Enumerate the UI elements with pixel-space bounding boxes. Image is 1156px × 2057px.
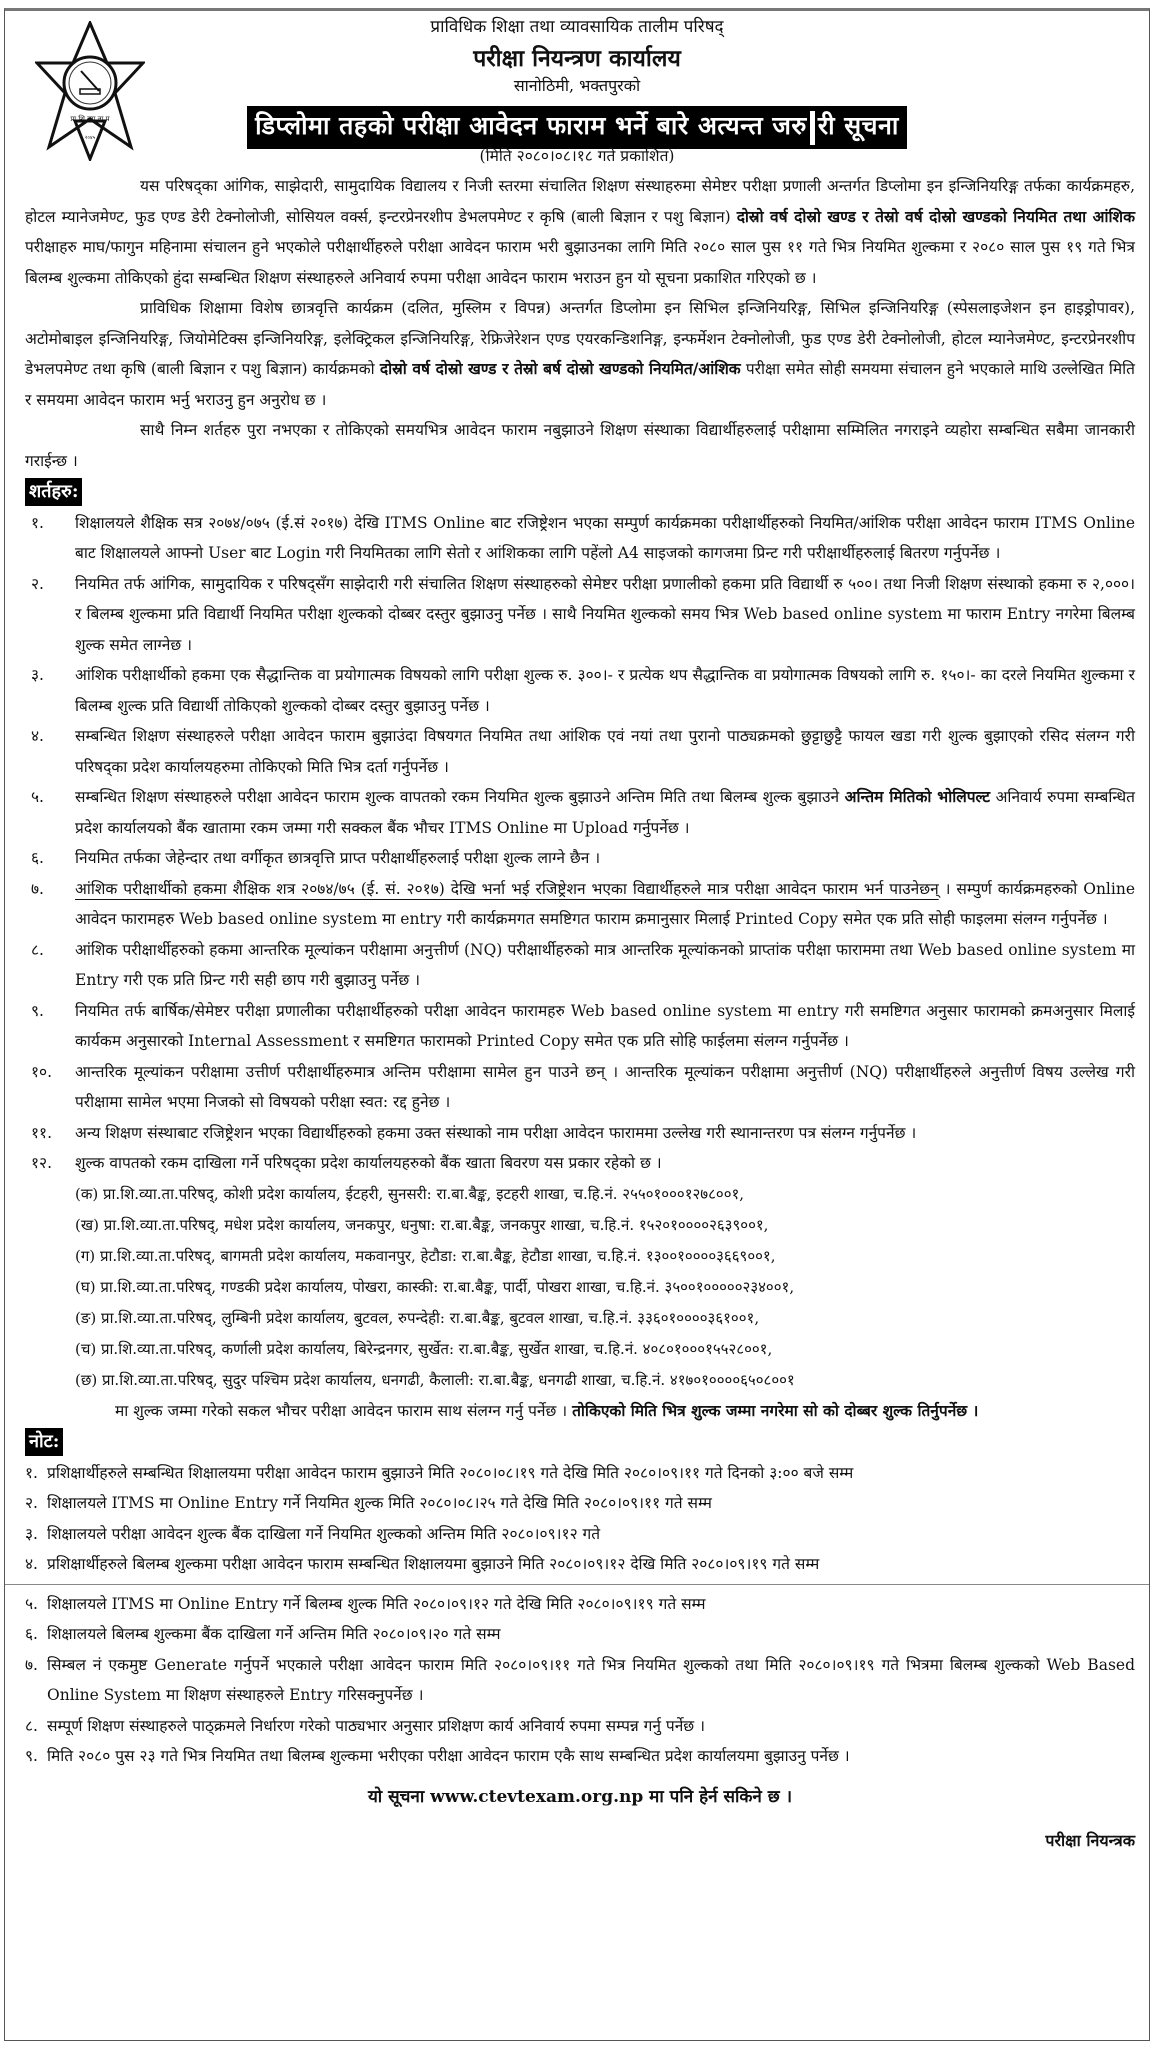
item-text: नियमित तर्फका जेहेन्दार तथा वर्गीकृत छात्रवृत्ति प्राप्त परीक्षार्थीहरुलाई परीक्षा शुल्क लाग्ने छैन । [75, 849, 601, 867]
bank-account-row [25, 1179, 1135, 1210]
item-number: ५. [31, 788, 44, 806]
condition-item [25, 874, 1135, 935]
item-text: सम्बन्धित शिक्षण संस्थाहरुले परीक्षा आवेदन फाराम बुझाउंदा विषयगत नियमित तथा आंशिक एवं नयां तथा पुरानो पाठ्यक्रमको छुट्टाछुट्टै फायल खडा गरी शुल्क बुझाएको रसिद संलग्न गरी परिषद्का प्रदेश कार्यालयहरुमा तोकिएको मिति भित्र दर्ता गर्नुपर्नेछ । [75, 727, 1135, 776]
website-notice [25, 1782, 1135, 1813]
text: यो सूचना [367, 1786, 431, 1807]
item-number: ११. [31, 1123, 53, 1142]
condition-item [25, 935, 1135, 996]
notice-title [5, 106, 1149, 149]
bank-details: प्रा.शि.व्या.ता.परिषद्, कोशी प्रदेश कार्यालय, ईटहरी, सुनसरी: रा.बा.बैङ्क, इटहरी शाखा, च.हि.नं. २५५०१०००१२७८००१, [103, 1184, 745, 1203]
bank-account-row [25, 1365, 1135, 1396]
item-text: आंशिक परीक्षार्थीको हकमा एक सैद्धान्तिक वा प्रयोगात्मक विषयको लागि परीक्षा शुल्क रु. ३००।- र प्रत्येक थप सैद्धान्तिक वा प्रयोगात्मक विषयको लागि रु. १५०।- का दरले नियमित शुल्कमा र बिलम्ब शुल्क प्रति विद्यार्थी तोकिएको शुल्कको दोब्बर दस्तुर बुझाउनु पर्नेछ । [75, 666, 1135, 715]
item-number: १. [25, 1463, 38, 1482]
notes-label: नोट: [25, 1428, 63, 1456]
note-item [25, 1589, 1135, 1620]
item-text: प्रशिक्षार्थीहरुले बिलम्ब शुल्कमा परीक्षा आवेदन फाराम सम्बन्धित शिक्षालयमा बुझाउने मिति २०८०।०९।१२ देखि मिति २०८०।०९।१९ गते सम्म [47, 1555, 820, 1573]
notes-section [25, 1426, 1135, 1772]
conditions-section [25, 476, 1135, 1426]
text: । सम्पुर्ण कार्यक्रमहरुको Online आवेदन फारामहरु Web based online system मा entry गरी कार्यक्रमगत समष्टिगत फाराम क्रमानुसार मिलाई Printed Copy समेत एक प्रति सोही फाइलमा संलग्न गर्नुपर्नेछ । [75, 879, 1135, 928]
bank-key: (छ) [75, 1370, 98, 1389]
conditions-label: शर्तहरु: [25, 478, 82, 506]
bank-account-row [25, 1272, 1135, 1303]
item-text [75, 782, 1135, 843]
item-number: ४. [25, 1555, 38, 1573]
title-gap [810, 111, 815, 145]
bank-key: (च) [75, 1339, 97, 1358]
bank-key: (ख) [75, 1215, 99, 1234]
item-text: सम्पूर्ण शिक्षण संस्थाहरुले पाठ्क्रमले निर्धारण गरेको पाठ्यभार अनुसार प्रशिक्षण कार्य अनिवार्य रुपमा सम्पन्न गर्नु पर्नेछ । [47, 1716, 705, 1735]
item-number: २. [31, 574, 44, 593]
title-text-2: री सूचना [817, 111, 899, 140]
condition-item [25, 508, 1135, 569]
condition-item [25, 1057, 1135, 1118]
note-item [25, 1549, 1135, 1580]
bank-details: प्रा.शि.व्या.ता.परिषद्, सुदुर पश्चिम प्रदेश कार्यालय, धनगढी, कैलाली: रा.बा.बैङ्क, धनगढी शाखा, च.हि.नं. ४१७०१००००६५०८००१ [102, 1370, 795, 1389]
item-text: शिक्षालयले बिलम्ब शुल्कमा बैंक दाखिला गर्ने अन्तिम मिति २०८०।०९।२० गते सम्म [47, 1625, 501, 1643]
text: मा पनि हेर्न सकिने छ । [643, 1786, 793, 1807]
note-item [25, 1711, 1135, 1742]
bank-account-row [25, 1334, 1135, 1365]
bank-key: (क) [75, 1184, 99, 1203]
page-divider [5, 1584, 1149, 1585]
condition-item [25, 782, 1135, 843]
condition-item [25, 843, 1135, 874]
office-name: परीक्षा नियन्त्रण कार्यालय [473, 45, 681, 72]
item-text: शिक्षालयले ITMS मा Online Entry गर्ने बिलम्ब शुल्क मिति २०८०।०९।१२ गते देखि मिति २०८०।०९।१९ गते सम्म [47, 1594, 706, 1613]
signature: परीक्षा नियन्त्रक [1045, 1831, 1135, 1850]
text: अनिवार्य रुपमा सम्बन्धित प्रदेश कार्यालयको बैंक खातामा रकम जम्मा गरी सक्कल बैंक भौचर ITMS Online मा Upload गर्नुपर्नेछ । [75, 788, 1136, 837]
note-item [25, 1488, 1135, 1519]
intro-paragraph-2 [25, 293, 1135, 415]
bank-account-row [25, 1303, 1135, 1334]
note-item [25, 1741, 1135, 1772]
note-item [25, 1650, 1135, 1711]
notice-body [25, 171, 1135, 1857]
item-number: ८. [31, 940, 44, 959]
item-number: ५. [25, 1594, 38, 1613]
bank-key: (ग) [75, 1246, 96, 1265]
condition-item [25, 660, 1135, 721]
bold-text: दोस्रो वर्ष दोस्रो खण्ड र तेस्रो बर्ष दोस्रो खण्डको नियमित/आंशिक [379, 359, 741, 378]
text: मा शुल्क जम्मा गरेको सकल भौचर परीक्षा आवेदन फाराम साथ संलग्न गर्नु पर्नेछ । [115, 1401, 573, 1420]
condition-item [25, 721, 1135, 782]
item-number: ९. [25, 1747, 38, 1765]
item-number: १२. [31, 1154, 53, 1172]
bank-details: प्रा.शि.व्या.ता.परिषद्, बागमती प्रदेश कार्यालय, मकवानपुर, हेटौडा: रा.बा.बैङ्क, हेटौडा शाखा, च.हि.नं. १३००१००००३६६९००१, [99, 1246, 776, 1265]
website-link[interactable]: www.ctevtexam.org.np [430, 1786, 644, 1807]
title-text-1: डिप्लोमा तहको परीक्षा आवेदन फाराम भर्ने बारे अत्यन्त जरु [255, 111, 807, 140]
item-text: आंशिक परीक्षार्थीहरुको हकमा आन्तरिक मूल्यांकन परीक्षामा अनुत्तीर्ण (NQ) परीक्षार्थीहरुको मात्र आन्तरिक मूल्यांकनको प्राप्तांक परीक्षा फाराममा तथा Web based online system मा Entry गरी एक प्रति प्रिन्ट गरी सही छाप गरी बुझाउनु पर्नेछ । [75, 940, 1135, 989]
condition-item [25, 996, 1135, 1057]
bank-voucher-instruction [25, 1396, 1135, 1427]
item-text: शिक्षालयले ITMS मा Online Entry गर्ने नियमित शुल्क मिति २०८०।०८।२५ गते देखि मिति २०८०।०९।११ गते सम्म [47, 1494, 712, 1512]
bank-key: (घ) [75, 1277, 96, 1296]
published-date: (मिति २०८०।०८।१८ गते प्रकाशित) [479, 147, 675, 165]
bank-details: प्रा.शि.व्या.ता.परिषद्, लुम्बिनी प्रदेश कार्यालय, बुटवल, रुपन्देही: रा.बा.बैङ्क, बुटवल शाखा, च.हि.नं. ३३६०१००००३६१००१, [101, 1308, 760, 1327]
item-text: नियमित तर्फ बार्षिक/सेमेष्टर परीक्षा प्रणालीका परीक्षार्थीहरुको परीक्षा आवेदन फारामहरु Web based online system मा entry गरी समष्टिगत अनुसार फारामको क्रमअनुसार मिलाई कार्यकम अनुसारको Internal Assessment र समष्टिगत फारामको Printed Copy समेत एक प्रति सोहि फाईलमा संलग्न गर्नुपर्नेछ । [75, 1001, 1135, 1050]
item-text: मिति २०८० पुस २३ गते भित्र नियमित तथा बिलम्ब शुल्कमा भरीएका परीक्षा आवेदन फाराम एकै साथ सम्बन्धित प्रदेश कार्यालयमा बुझाउनु पर्नेछ । [47, 1747, 850, 1765]
item-number: ४. [31, 727, 44, 745]
item-number: ६. [31, 849, 44, 867]
item-number: ३. [25, 1524, 38, 1543]
underlined-text: आंशिक परीक्षार्थीको हकमा शैक्षिक शत्र २०७४/७५ (ई. सं. २०१७) देखि भर्ना भई रजिष्ट्रेशन भएका विद्यार्थीहरुले मात्र परीक्षा आवेदन फाराम भर्न पाउनेछन् [75, 879, 939, 898]
item-text: शिक्षालयले परीक्षा आवेदन शुल्क बैंक दाखिला गर्ने नियमित शुल्कको अन्तिम मिति २०८०।०९।१२ गते [47, 1524, 601, 1543]
bank-account-row [25, 1210, 1135, 1241]
note-item [25, 1619, 1135, 1650]
office-location: सानोठिमी, भक्तपुरको [513, 76, 641, 95]
bold-text: दोस्रो वर्ष दोस्रो खण्ड र तेस्रो वर्ष दोस्रो खण्डको नियमित तथा आंशिक [736, 206, 1135, 226]
text: प्राविधिक शिक्षामा विशेष छात्रवृत्ति कार्यक्रम (दलित, मुस्लिम र विपन्न) अन्तर्गत डिप्लोमा इन सिभिल इन्जिनियरिङ्ग, सिभिल इन्जिनियरिङ्ग (स्पेसलाइजेशन इन हाइड्रोपावर), अटोमोबाइल इन्जिनियरिङ्ग, जियोमेटिक्स इन्जिनियरिङ्ग, इलेक्ट्रिकल इन्जिनियरिङ्ग, रेफ्रिजेरेशन एण्ड एयरकन्डिशनिङ्ग, इन्फर्मेशन टेक्नोलोजी, फुड एण्ड डेरी टेक्नोलोजी, होटल म्यानेजमेण्ट, इन्टरप्रेनरशीप डेभलपमेण्ट तथा कृषि (बाली बिज्ञान र पशु बिज्ञान) कार्यक्रमको [25, 299, 1135, 378]
condition-item [25, 1148, 1135, 1179]
bold-text: अन्तिम मितिको भोलिपल्ट [844, 787, 991, 806]
item-number: ७. [31, 879, 44, 898]
intro-paragraph-3: साथै निम्न शर्तहरु पुरा नभएका र तोकिएको समयभित्र आवेदन फाराम नबुझाउने शिक्षण संस्थाका विद्यार्थीहरुलाई परीक्षामा सम्मिलित नगराइने व्यहोरा सम्बन्धित सबैमा जानकारी गराईन्छ । [25, 421, 1135, 470]
item-text: आन्तरिक मूल्यांकन परीक्षामा उत्तीर्ण परीक्षार्थीहरुमात्र अन्तिम परीक्षामा सामेल हुन पाउने छन् । आन्तरिक मूल्यांकन परीक्षामा अनुत्तीर्ण (NQ) परीक्षार्थीहरुले अनुत्तीर्ण विषय उल्लेख गरी परीक्षामा सामेल भएमा निजको सो विषयको परीक्षा स्वत: रद्द हुनेछ । [75, 1062, 1135, 1111]
condition-item [25, 569, 1135, 661]
condition-item [25, 1118, 1135, 1149]
title-banner [247, 106, 907, 149]
note-item [25, 1519, 1135, 1550]
bank-account-row [25, 1241, 1135, 1272]
svg-text:प्रा शि व्या ता प: प्रा शि व्या ता प [70, 115, 110, 123]
item-number: ६. [25, 1625, 38, 1643]
item-number: २. [25, 1494, 38, 1512]
item-number: ९. [31, 1001, 44, 1020]
item-number: ८. [25, 1716, 38, 1735]
item-number: १०. [31, 1062, 53, 1081]
item-text [75, 874, 1135, 935]
bank-key: (ङ) [75, 1308, 97, 1327]
item-number: ३. [31, 666, 44, 684]
notice-page [4, 8, 1150, 2041]
text: परीक्षा समेत सोही समयमा संचालन हुने भएकाले माथि उल्लेखित मिति र समयमा आवेदन फाराम भर्नु भराउनु हुन अनुरोध छ । [25, 360, 1135, 409]
item-text: अन्य शिक्षण संस्थाबाट रजिष्ट्रेशन भएका विद्यार्थीहरुको हकमा उक्त संस्थाको नाम परीक्षा आवेदन फाराममा उल्लेख गरी स्थानान्तरण पत्र संलग्न गर्नुपर्नेछ । [75, 1123, 917, 1142]
text: परीक्षाहरु माघ/फागुन महिनामा संचालन हुने भएकोले परीक्षार्थीहरुले परीक्षा आवेदन फाराम भरी बुझाउनका लागि मिति २०८० साल पुस ११ गते भित्र नियमित शुल्कमा र २०८० साल पुस १९ गते भित्र बिलम्ब शुल्कमा तोकिएको हुंदा सम्बन्धित शिक्षण संस्थाहरुले अनिवार्य रुपमा परीक्षा आवेदन फाराम भराउन हुन यो सूचना प्रकाशित गरिएको छ । [25, 238, 1135, 287]
text: सम्बन्धित शिक्षण संस्थाहरुले परीक्षा आवेदन फाराम शुल्क वापतको रकम नियमित शुल्क बुझाउने अन्तिम मिति तथा बिलम्ब शुल्क बुझाउने [75, 788, 845, 806]
svg-text:२०४५: २०४५ [84, 135, 96, 141]
item-text: नियमित तर्फ आंगिक, सामुदायिक र परिषद्सँग साझेदारी गरी संचालित शिक्षण संस्थाहरुको सेमेष्टर परीक्षा प्रणालीको हकमा प्रति विद्यार्थी रु ५००। तथा निजी शिक्षण संस्थाको हकमा रु २,०००। र बिलम्ब शुल्कमा प्रति विद्यार्थी नियमित परीक्षा शुल्कको दोब्बर दस्तुर बुझाउनु पर्नेछ । साथै नियमित शुल्कको समय भित्र Web based online system मा फाराम Entry नगरेमा बिलम्ब शुल्क समेत लाग्नेछ । [75, 574, 1135, 654]
council-name: प्राविधिक शिक्षा तथा व्यावसायिक तालीम परिषद् [430, 17, 724, 37]
item-number: ७. [25, 1655, 38, 1674]
intro-paragraph-1 [25, 171, 1135, 293]
item-text: शुल्क वापतको रकम दाखिला गर्ने परिषद्का प्रदेश कार्यालयहरुको बैंक खाता बिवरण यस प्रकार रहेको छ । [75, 1154, 662, 1172]
item-text: शिक्षालयले शैक्षिक सत्र २०७४/०७५ (ई.सं २०१७) देखि ITMS Online बाट रजिष्ट्रेशन भएका सम्पुर्ण कार्यक्रमका परीक्षार्थीहरुको नियमित/आंशिक परीक्षा आवेदन फाराम ITMS Online बाट शिक्षालयले आफ्नो User बाट Login गरी नियमितका लागि सेतो र आंशिकका लागि पहेंलो A4 साइजको कागजमा प्रिन्ट गरी परीक्षार्थीहरुलाई बितरण गर्नुपर्नेछ । [75, 513, 1135, 562]
bank-details: प्रा.शि.व्या.ता.परिषद्, मधेश प्रदेश कार्यालय, जनकपुर, धनुषा: रा.बा.बैङ्क, जनकपुर शाखा, च.हि.नं. १५२०१००००२६३९००१, [103, 1215, 769, 1234]
bold-text: तोकिएको मिति भित्र शुल्क जम्मा नगरेमा सो को दोब्बर शुल्क तिर्नुपर्नेछ । [572, 1400, 979, 1420]
item-number: १. [31, 513, 44, 532]
item-text: प्रशिक्षार्थीहरुले सम्बन्धित शिक्षालयमा परीक्षा आवेदन फाराम बुझाउने मिति २०८०।०८।१९ गते देखि मिति २०८०।०९।११ गते दिनको ३:०० बजे सम्म [47, 1463, 854, 1482]
bank-details: प्रा.शि.व्या.ता.परिषद्, गण्डकी प्रदेश कार्यालय, पोखरा, कास्की: रा.बा.बैङ्क, पार्दी, पोखरा शाखा, च.हि.नं. ३५००१०००००२३४००१, [100, 1277, 795, 1296]
note-item [25, 1458, 1135, 1489]
text: यस परिषद्का आंगिक, साझेदारी, सामुदायिक विद्यालय र निजी स्तरमा संचालित शिक्षण संस्थाहरुमा सेमेष्टर परीक्षा प्रणाली अन्तर्गत डिप्लोमा इन इन्जिनियरिङ्ग तर्फका कार्यक्रमहरु, होटल म्यानेजमेण्ट, फुड एण्ड डेरी टेक्नोलोजी, सोसियल वर्क्स, इन्टरप्रेनरशीप डेभलपमेण्ट र कृषि (बाली बिज्ञान र पशु बिज्ञान) [25, 177, 1135, 226]
bank-details: प्रा.शि.व्या.ता.परिषद्, कर्णाली प्रदेश कार्यालय, बिरेन्द्रनगर, सुर्खेत: रा.बा.बैङ्क, सुर्खेत शाखा, च.हि.नं. ४०८०१०००१५५२८००१, [101, 1339, 773, 1358]
item-text: सिम्बल नं एकमुष्ट Generate गर्नुपर्ने भएकाले परीक्षा आवेदन फाराम मिति २०८०।०९।११ गते भित्र नियमित शुल्कको तथा मिति २०८०।०९।१९ गते भित्रमा बिलम्ब शुल्कको Web Based Online System मा शिक्षण संस्थाहरुले Entry गरिसक्नुपर्नेछ । [47, 1655, 1135, 1704]
